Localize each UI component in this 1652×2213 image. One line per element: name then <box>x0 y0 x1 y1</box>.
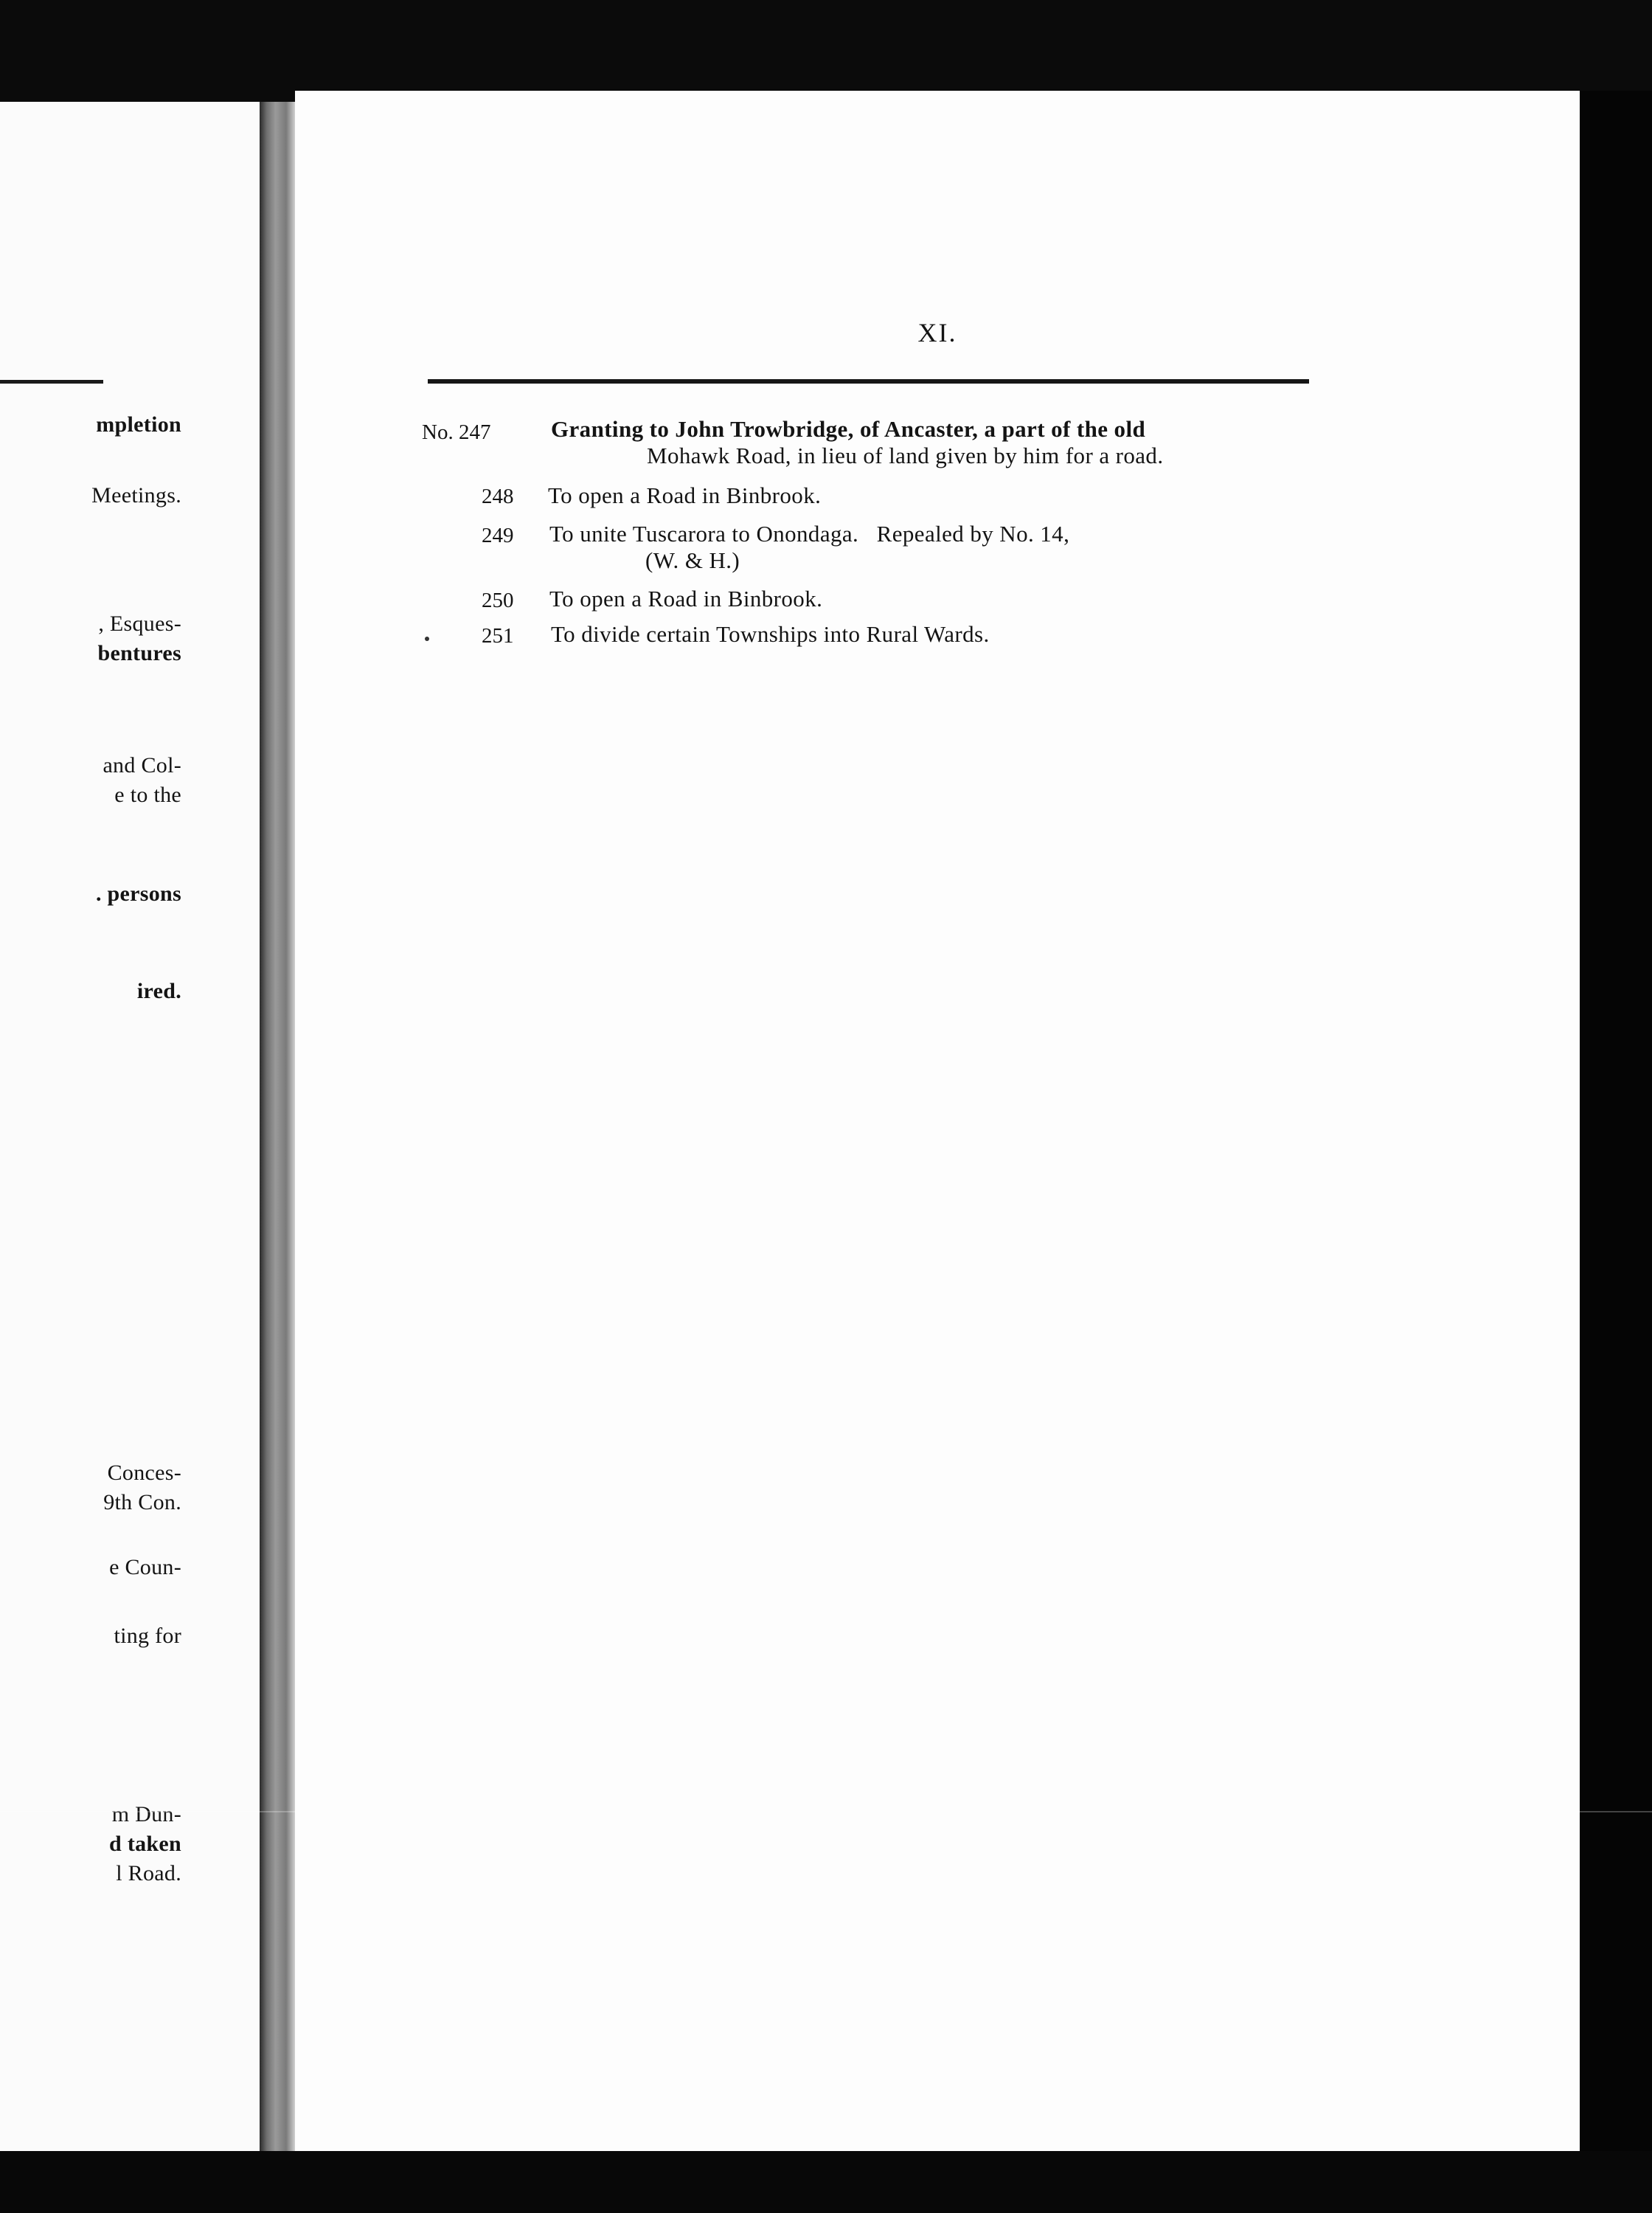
left-fragment: l Road. <box>116 1861 181 1885</box>
entry-number: 250 <box>482 589 514 612</box>
entry-number: No. 247 <box>422 420 491 444</box>
scan-border-bottom <box>0 2151 1652 2213</box>
left-fragment: e to the <box>114 783 181 807</box>
left-fragment: . persons <box>95 882 181 906</box>
page-folio: XI. <box>917 318 957 347</box>
entry-text: To open a Road in Binbrook. <box>548 482 822 508</box>
entry-text: To divide certain Townships into Rural Wards. <box>551 621 990 647</box>
left-fragment: , Esques- <box>98 612 181 636</box>
entry-text: Mohawk Road, in lieu of land given by him for a road. <box>647 443 1164 468</box>
left-fragment: m Dun- <box>111 1802 181 1826</box>
entry-text: To open a Road in Binbrook. <box>549 586 823 612</box>
left-page <box>0 102 260 2151</box>
left-fragment: mpletion <box>96 412 181 437</box>
left-fragment: d taken <box>109 1832 181 1856</box>
left-fragment: Meetings. <box>91 483 181 508</box>
left-fragment: e Coun- <box>109 1555 181 1579</box>
left-fragment: and Col- <box>103 753 181 778</box>
left-fragment: ting for <box>114 1624 181 1648</box>
entry-text: To unite Tuscarora to Onondaga. Repealed by No. 14, <box>549 521 1070 547</box>
book-gutter <box>260 102 295 2151</box>
entry-number: 251 <box>482 624 514 648</box>
left-fragment: 9th Con. <box>103 1490 181 1514</box>
entry-number: 249 <box>482 524 514 547</box>
entry-text: Granting to John Trowbridge, of Ancaster, a part of the old <box>551 416 1146 442</box>
left-fragment: ired. <box>136 979 181 1003</box>
left-fragment: Conces- <box>107 1461 181 1485</box>
left-fragment: bentures <box>97 641 181 665</box>
entry-number: 248 <box>482 485 514 508</box>
scan-artifact-line <box>0 1811 1652 1812</box>
entry-text: (W. & H.) <box>645 547 740 573</box>
left-page-rule <box>0 380 103 384</box>
scan-border-right <box>1580 91 1652 2151</box>
right-page <box>295 91 1580 2151</box>
header-rule <box>428 379 1309 384</box>
margin-mark <box>425 637 429 641</box>
